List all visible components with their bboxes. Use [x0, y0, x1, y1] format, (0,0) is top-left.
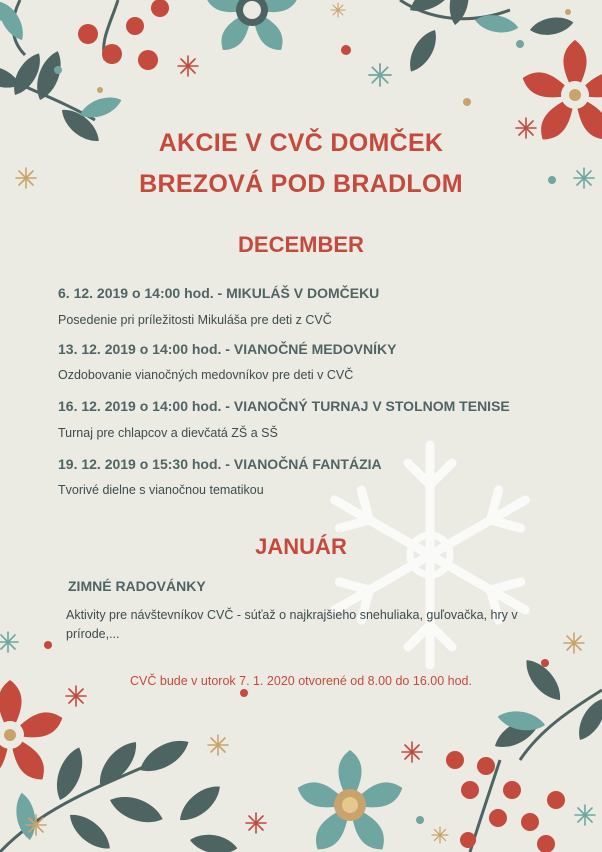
- star-sparkle-icon: [208, 735, 228, 755]
- star-sparkle-icon: [432, 827, 448, 843]
- star-sparkle-icon: [66, 686, 86, 706]
- poinsettia-icon: [202, 0, 303, 56]
- event-description: Tvorivé dielne s vianočnou tematikou: [58, 483, 264, 497]
- leaf-branch-icon: [490, 654, 602, 760]
- event-description: Aktivity pre návštevníkov CVČ - súťaž o najkrajšieho snehuliaka, guľovačka, hry v prírode,...: [66, 608, 518, 641]
- month-heading-december: DECEMBER: [238, 232, 364, 257]
- star-sparkle-icon: [331, 3, 345, 17]
- star-sparkle-icon: [246, 813, 266, 833]
- star-sparkle-icon: [26, 815, 46, 835]
- event-title: 6. 12. 2019 o 14:00 hod. - MIKULÁŠ V DOMČEKU: [58, 285, 380, 301]
- event-description: Turnaj pre chlapcov a dievčatá ZŠ a SŠ: [58, 426, 278, 440]
- star-sparkle-icon: [178, 56, 198, 76]
- poinsettia-icon: [0, 680, 66, 786]
- holly-berry-icon: [446, 751, 565, 852]
- poinsettia-icon: [294, 750, 406, 852]
- event-title: 16. 12. 2019 o 14:00 hod. - VIANOČNÝ TURNAJ V STOLNOM TENISE: [58, 398, 510, 414]
- star-sparkle-icon: [0, 632, 18, 652]
- event-title: 19. 12. 2019 o 15:30 hod. - VIANOČNÁ FANTÁZIA: [58, 456, 382, 472]
- leaf-branch-icon: [400, 0, 575, 76]
- opening-notice: CVČ bude v utorok 7. 1. 2020 otvorené od 8.00 do 16.00 hod.: [130, 674, 472, 688]
- star-sparkle-icon: [369, 64, 391, 86]
- star-sparkle-icon: [564, 633, 584, 653]
- event-title: 13. 12. 2019 o 14:00 hod. - VIANOČNÉ MEDOVNÍKY: [58, 341, 397, 357]
- leaf-branch-icon: [0, 0, 124, 148]
- page-title-line1: AKCIE V CVČ DOMČEK: [158, 129, 444, 157]
- event-description: Ozdobovanie vianočných medovníkov pre deti v CVČ: [58, 368, 354, 382]
- month-heading-january: JANUÁR: [255, 534, 347, 559]
- event-description: Posedenie pri príležitosti Mikuláša pre deti z CVČ: [58, 313, 332, 327]
- star-sparkle-icon: [575, 805, 595, 825]
- page-title-line2: BREZOVÁ POD BRADLOM: [139, 170, 463, 198]
- holly-berry-icon: [78, 0, 169, 70]
- star-sparkle-icon: [402, 742, 422, 762]
- event-title: ZIMNÉ RADOVÁNKY: [68, 578, 206, 594]
